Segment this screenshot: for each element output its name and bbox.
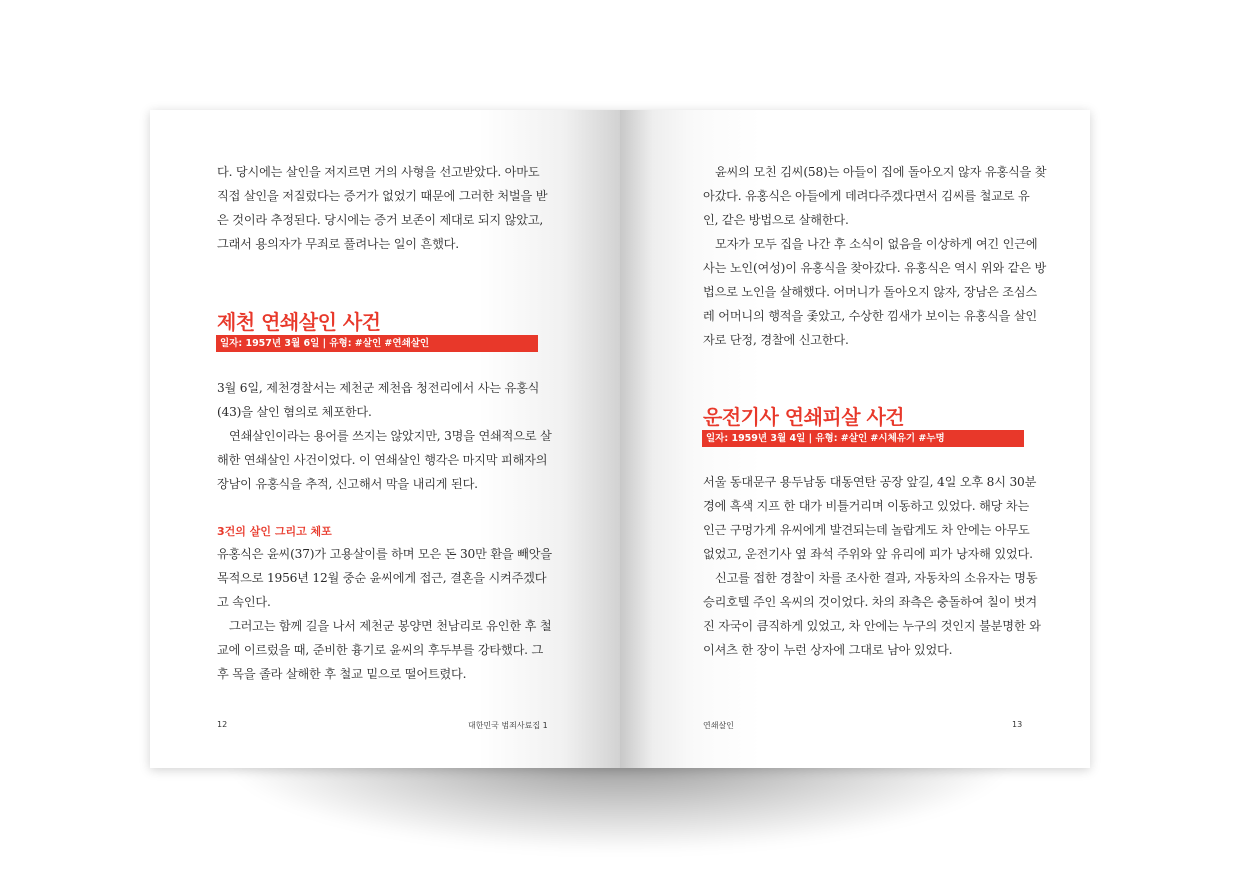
text-line: 신고를 접한 경찰이 차를 조사한 결과, 자동차의 소유자는 명동 — [715, 571, 1038, 585]
text-line: 아갔다. 유홍식은 아들에게 데려다주겠다면서 김씨를 철교로 유 — [703, 189, 1030, 203]
text-line: 연쇄살인이라는 용어를 쓰지는 않았지만, 3명을 연쇄적으로 살 — [229, 429, 552, 443]
text-line: (43)을 살인 혐의로 체포한다. — [217, 405, 372, 419]
text-line: 없었고, 운전기사 옆 좌석 주위와 앞 유리에 피가 낭자해 있었다. — [703, 547, 1033, 561]
section-title: 제천 연쇄살인 사건 — [217, 310, 381, 334]
book-spread — [150, 110, 1090, 768]
text-line: 교에 이르렀을 때, 준비한 흉기로 윤씨의 후두부를 강타했다. 그 — [217, 643, 544, 657]
text-line: 고 속인다. — [217, 595, 271, 609]
section-tag-bar: 일자: 1957년 3월 6일 | 유형: #살인 #연쇄살인 — [216, 335, 538, 352]
text-line: 진 자국이 큼직하게 있었고, 차 안에는 누구의 것인지 불분명한 와 — [703, 619, 1041, 633]
intro-paragraph — [217, 160, 548, 256]
text-line: 목적으로 1956년 12월 중순 윤씨에게 접근, 결혼을 시켜주겠다 — [217, 571, 547, 585]
page-number: 12 — [217, 720, 228, 729]
text-line: 자로 단정, 경찰에 신고한다. — [703, 333, 849, 347]
text-line: 이셔츠 한 장이 누런 상자에 그대로 남아 있었다. — [703, 643, 953, 657]
text-line: 다. 당시에는 살인을 저지르면 거의 사형을 선고받았다. 아마도 — [217, 165, 540, 179]
text-line: 3월 6일, 제천경찰서는 제천군 제천읍 청전리에서 사는 유홍식 — [217, 381, 540, 395]
text-line: 해한 연쇄살인 사건이었다. 이 연쇄살인 행각은 마지막 피해자의 — [217, 453, 548, 467]
text-line: 유홍식은 윤씨(37)가 고용살이를 하며 모은 돈 30만 환을 빼앗을 — [217, 547, 552, 561]
left-page — [150, 110, 620, 768]
text-line: 서울 동대문구 용두남동 대동연탄 공장 앞길, 4일 오후 8시 30분 — [703, 475, 1037, 489]
text-line: 모자가 모두 집을 나간 후 소식이 없음을 이상하게 여긴 인근에 — [715, 237, 1038, 251]
intro-paragraph — [703, 160, 1047, 352]
running-title: 연쇄살인 — [703, 721, 734, 730]
text-line: 경에 흑색 지프 한 대가 비틀거리며 이동하고 있었다. 해당 차는 — [703, 499, 1030, 513]
body-paragraph — [217, 376, 552, 496]
section-title: 운전기사 연쇄피살 사건 — [703, 405, 905, 429]
text-line: 승리호텔 주인 옥씨의 것이었다. 차의 좌측은 충돌하여 칠이 벗겨 — [703, 595, 1037, 609]
text-line: 인근 구멍가게 유씨에게 발견되는데 놀랍게도 차 안에는 아무도 — [703, 523, 1030, 537]
text-line: 사는 노인(여성)이 유홍식을 찾아갔다. 유홍식은 역시 위와 같은 방 — [703, 261, 1047, 275]
text-line: 그러고는 함께 길을 나서 제천군 봉양면 천남리로 유인한 후 철 — [229, 619, 552, 633]
text-line: 장남이 유홍식을 추적, 신고해서 막을 내리게 된다. — [217, 477, 478, 491]
body-paragraph — [217, 542, 552, 686]
text-line: 인, 같은 방법으로 살해한다. — [703, 213, 849, 227]
text-line: 레 어머니의 행적을 좇았고, 수상한 낌새가 보이는 유홍식을 살인 — [703, 309, 1037, 323]
body-paragraph — [703, 470, 1041, 662]
text-line: 윤씨의 모친 김씨(58)는 아들이 집에 돌아오지 않자 유홍식을 찾 — [715, 165, 1047, 179]
text-line: 그래서 용의자가 무죄로 풀려나는 일이 흔했다. — [217, 237, 459, 251]
text-line: 법으로 노인을 살해했다. 어머니가 돌아오지 않자, 장남은 조심스 — [703, 285, 1037, 299]
right-page — [620, 110, 1090, 768]
text-line: 직접 살인을 저질렀다는 증거가 없었기 때문에 그러한 처벌을 받 — [217, 189, 548, 203]
text-line: 후 목을 졸라 살해한 후 철교 밑으로 떨어트렸다. — [217, 667, 467, 681]
page-number: 13 — [1012, 720, 1023, 729]
text-line: 은 것이라 추정된다. 당시에는 증거 보존이 제대로 되지 않았고, — [217, 213, 544, 227]
running-title: 대한민국 범죄사료집 1 — [468, 721, 548, 730]
subheading: 3건의 살인 그리고 체포 — [217, 525, 332, 538]
section-tag-bar: 일자: 1959년 3월 4일 | 유형: #살인 #시체유기 #누명 — [702, 430, 1024, 447]
